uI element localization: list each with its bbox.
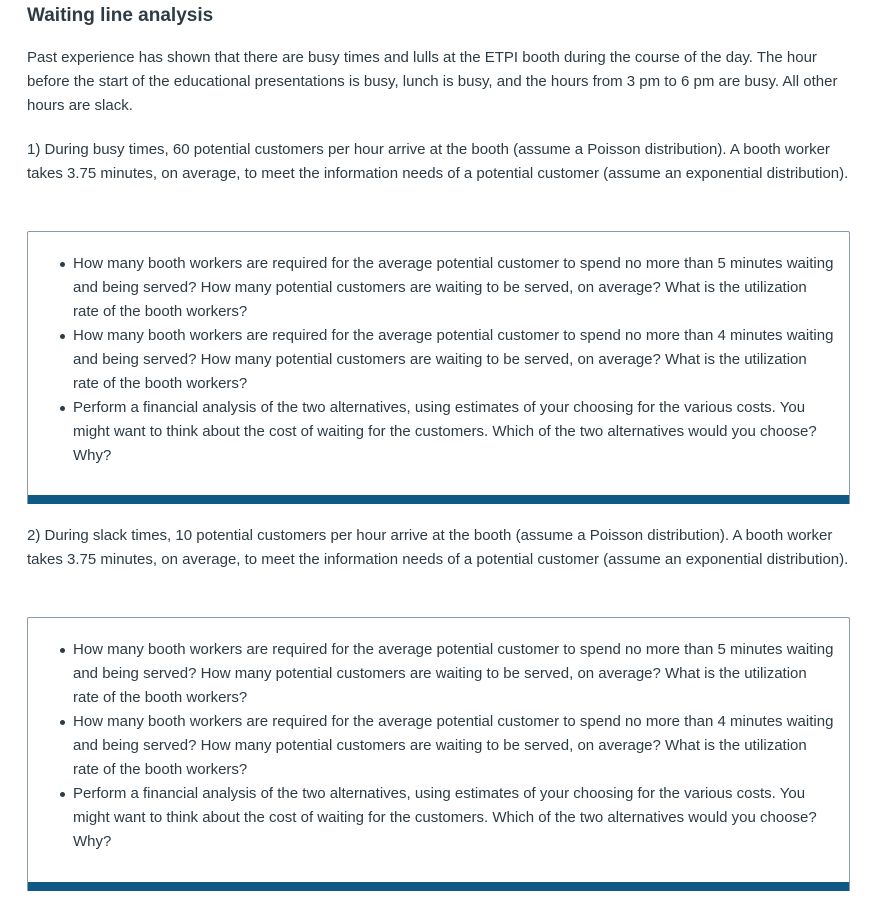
section-1-box-bottom-bar [28,495,849,504]
list-item: Perform a financial analysis of the two alternatives, using estimates of your choosing for the various costs. You might want to think about the cost of waiting for the customers. Which of the two alternatives would you choose? Why? [73,396,835,468]
list-item: How many booth workers are required for the average potential customer to spend no more than 5 minutes waiting and being served? How many potential customers are waiting to be served, on average? What is the utilization rate of the booth workers? [73,638,835,710]
list-item: How many booth workers are required for the average potential customer to spend no more than 4 minutes waiting and being served? How many potential customers are waiting to be served, on average? What is the utilization rate of the booth workers? [73,324,835,396]
section-1-paragraph: 1) During busy times, 60 potential customers per hour arrive at the booth (assume a Poisson distribution). A booth worker takes 3.75 minutes, on average, to meet the information needs of a potential customer (assume an exponential distribution). [27,141,849,182]
list-item: How many booth workers are required for the average potential customer to spend no more than 4 minutes waiting and being served? How many potential customers are waiting to be served, on average? What is the utilization rate of the booth workers? [73,710,835,782]
section-2-box-bottom-bar [28,882,849,891]
section-2-question-list [73,638,835,854]
section-2-paragraph: 2) During slack times, 10 potential customers per hour arrive at the booth (assume a Poisson distribution). A booth worker takes 3.75 minutes, on average, to meet the information needs of a potential customer (assume an exponential distribution). [27,527,849,568]
list-item: Perform a financial analysis of the two alternatives, using estimates of your choosing for the various costs. You might want to think about the cost of waiting for the customers. Which of the two alternatives would you choose? Why? [73,782,835,854]
intro-paragraph: Past experience has shown that there are busy times and lulls at the ETPI booth during the course of the day. The hour before the start of the educational presentations is busy, lunch is busy, and the hours from 3 pm to 6 pm are busy. All other hours are slack. [27,49,838,114]
page-title: Waiting line analysis [27,5,214,26]
section-2-question-box [27,617,850,891]
section-1-question-list [73,252,835,468]
section-1-question-box [27,231,850,504]
list-item: How many booth workers are required for the average potential customer to spend no more than 5 minutes waiting and being served? How many potential customers are waiting to be served, on average? What is the utilization rate of the booth workers? [73,252,835,324]
